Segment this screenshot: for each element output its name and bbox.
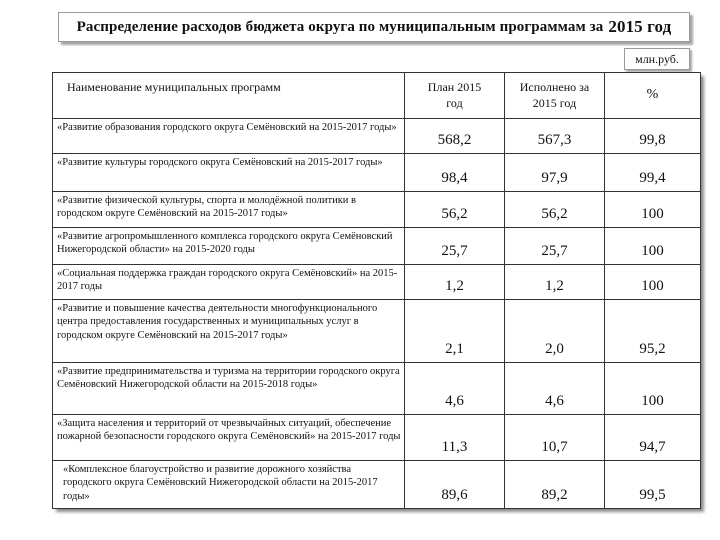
page-title xyxy=(58,12,690,42)
plan-value: 56,2 xyxy=(405,192,505,228)
program-name: «Развитие культуры городского округа Семёновский на 2015-2017 годы» xyxy=(53,154,405,192)
table-row xyxy=(53,192,701,228)
column-header-plan xyxy=(405,73,505,119)
column-header-done xyxy=(505,73,605,119)
program-name: «Защита населения и территорий от чрезвычайных ситуаций, обеспечение пожарной безопасности городского округа Семёновский» на 2015-2017 годы xyxy=(53,415,405,461)
title-year: 2015 год xyxy=(608,17,672,36)
column-header-plan-label: План 2015 год xyxy=(427,79,482,110)
percent-value: 99,8 xyxy=(605,119,701,154)
table-header-row xyxy=(53,73,701,119)
table-row xyxy=(53,300,701,363)
program-name: «Комплексное благоустройство и развитие дорожного хозяйства городского округа Семёновский Нижегородской области на 2015-2017 годы» xyxy=(53,461,405,509)
program-name: «Развитие физической культуры, спорта и молодёжной политики в городском округе Семёновский на 2015-2017 годы» xyxy=(53,192,405,228)
unit-label: млн.руб. xyxy=(624,48,690,70)
done-value: 56,2 xyxy=(505,192,605,228)
percent-value: 100 xyxy=(605,265,701,300)
program-name: «Социальная поддержка граждан городского округа Семёновский» на 2015-2017 годы xyxy=(53,265,405,300)
column-header-name: Наименование муниципальных программ xyxy=(53,73,405,119)
done-value: 567,3 xyxy=(505,119,605,154)
table-row xyxy=(53,415,701,461)
column-header-pct: % xyxy=(605,73,701,119)
percent-value: 99,4 xyxy=(605,154,701,192)
done-value: 89,2 xyxy=(505,461,605,509)
program-name: «Развитие образования городского округа Семёновский на 2015-2017 годы» xyxy=(53,119,405,154)
table-row xyxy=(53,119,701,154)
percent-value: 100 xyxy=(605,363,701,415)
done-value: 10,7 xyxy=(505,415,605,461)
plan-value: 4,6 xyxy=(405,363,505,415)
plan-value: 25,7 xyxy=(405,228,505,265)
plan-value: 89,6 xyxy=(405,461,505,509)
title-text: Распределение расходов бюджета округа по муниципальным программам за xyxy=(76,18,604,35)
percent-value: 99,5 xyxy=(605,461,701,509)
plan-value: 11,3 xyxy=(405,415,505,461)
done-value: 4,6 xyxy=(505,363,605,415)
plan-value: 568,2 xyxy=(405,119,505,154)
percent-value: 100 xyxy=(605,192,701,228)
table-row xyxy=(53,265,701,300)
percent-value: 100 xyxy=(605,228,701,265)
done-value: 97,9 xyxy=(505,154,605,192)
budget-table xyxy=(52,72,701,509)
percent-value: 94,7 xyxy=(605,415,701,461)
percent-value: 95,2 xyxy=(605,300,701,363)
program-name: «Развитие предпринимательства и туризма на территории городского округа Семёновский Нижегородской области на 2015-2018 годы» xyxy=(53,363,405,415)
table-row xyxy=(53,461,701,509)
done-value: 25,7 xyxy=(505,228,605,265)
done-value: 1,2 xyxy=(505,265,605,300)
plan-value: 1,2 xyxy=(405,265,505,300)
column-header-done-label: Исполнено за 2015 год xyxy=(519,79,590,110)
done-value: 2,0 xyxy=(505,300,605,363)
program-name: «Развитие агропромышленного комплекса городского округа Семёновский Нижегородской области» на 2015-2020 годы xyxy=(53,228,405,265)
table-row xyxy=(53,363,701,415)
plan-value: 98,4 xyxy=(405,154,505,192)
table-row xyxy=(53,228,701,265)
budget-table-container xyxy=(52,72,700,508)
plan-value: 2,1 xyxy=(405,300,505,363)
table-row xyxy=(53,154,701,192)
program-name: «Развитие и повышение качества деятельности многофункционального центра предоставления государственных и муниципальных услуг в городском округе Семёновский на 2015-2017 годы» xyxy=(53,300,405,363)
